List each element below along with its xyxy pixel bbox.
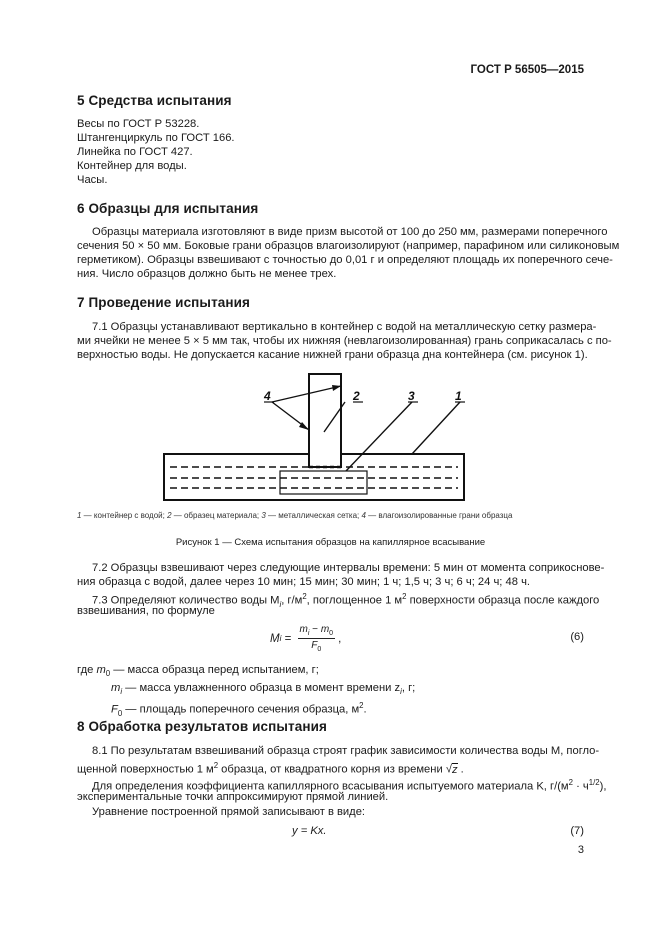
figure-label-3: 3 bbox=[408, 389, 415, 403]
sec5-item: Часы. bbox=[77, 174, 108, 186]
sec6-line: герметиком). Образцы взвешивают с точностью до 0,01 г и определяют площадь их поперечного сече- bbox=[77, 254, 613, 266]
p82-line: Для определения коэффициента капиллярного всасывания испытуемого материала K, $г/(м^2 \cdot ч^{1/2})$, bbox=[92, 778, 607, 793]
metal-mesh bbox=[280, 471, 367, 494]
p73-line: взвешивания, по формуле bbox=[77, 605, 215, 617]
figure-label-4: 4 bbox=[264, 389, 271, 403]
formula-6: M i = $\frac{m_i - m_0}{F_0}$ , bbox=[270, 624, 342, 653]
equation-number-6: (6) bbox=[570, 631, 584, 643]
document-header: ГОСТ Р 56505—2015 bbox=[470, 64, 584, 76]
legend-text: — металлическая сетка; bbox=[265, 511, 362, 520]
figure-label-1: 1 bbox=[455, 389, 462, 403]
p72-line: ния образца с водой, далее через 10 мин; 15 мин; 30 мин; 1 ч; 1,5 ч; 3 ч; 6 ч; 24 ч; 48 ч. bbox=[77, 576, 531, 588]
section-7-title: 7 Проведение испытания bbox=[77, 295, 251, 310]
sec5-item: Штангенциркуль по ГОСТ 166. bbox=[77, 132, 235, 144]
section-6-title: 6 Образцы для испытания bbox=[77, 201, 259, 216]
p82-line: экспериментальные точки аппроксимируют прямой линией. bbox=[77, 791, 389, 803]
legend-num: 3 bbox=[261, 511, 266, 520]
figure-label-2: 2 bbox=[353, 389, 360, 403]
p73-line: 7.3 Определяют количество воды $M_i$, $г/м^2$, поглощенное 1 $м^2$ поверхности образца после каждого bbox=[92, 592, 600, 609]
definition-m0: где $m_0$ — масса образца перед испытанием, г; bbox=[77, 664, 319, 679]
sqrt-z: √z bbox=[445, 763, 458, 776]
leader-line-3 bbox=[346, 402, 412, 471]
equation-7: y = Kx. bbox=[292, 825, 327, 837]
leader-line-1 bbox=[412, 402, 460, 454]
p83-line: Уравнение построенной прямой записывают в виде: bbox=[92, 806, 366, 818]
definition-mi: $m_i$ — масса увлажненного образца в момент времени $z_i$, г; bbox=[111, 682, 416, 697]
sec5-item: Весы по ГОСТ Р 53228. bbox=[77, 118, 200, 130]
figure-1-diagram bbox=[150, 368, 480, 508]
figure-title: Рисунок 1 — Схема испытания образцов на капиллярное всасывание bbox=[175, 537, 486, 548]
p72-line: 7.2 Образцы взвешивают через следующие интервалы времени: 5 мин от момента соприкоснове- bbox=[92, 562, 605, 574]
p81-line: щенной поверхностью 1 $м^2$ образца, от квадратного корня из времени √z . bbox=[77, 761, 464, 776]
formula-definitions bbox=[77, 663, 415, 721]
p71-line: 7.1 Образцы устанавливают вертикально в контейнер с водой на металлическую сетку размера- bbox=[92, 321, 597, 333]
figure-legend bbox=[77, 511, 584, 520]
sec5-item: Контейнер для воды. bbox=[77, 160, 187, 172]
p71-line: верхностью воды. Не допускается касание нижней грани образца дна контейнера (см. рисунок 1). bbox=[77, 349, 588, 361]
p71-line: ми ячейки не менее 5 × 5 мм так, чтобы их нижняя (невлагоизолированная) грань соприкасалась с по- bbox=[77, 335, 612, 347]
legend-num: 4 bbox=[361, 511, 366, 520]
p81-line: 8.1 По результатам взвешиваний образца строят график зависимости количества воды M, погло- bbox=[92, 745, 600, 757]
legend-num: 2 bbox=[167, 511, 172, 520]
legend-text: — контейнер с водой; bbox=[81, 511, 168, 520]
legend-text: — образец материала; bbox=[171, 511, 262, 520]
definition-f0: $F_0$ — площадь поперечного сечения образца, $м^2$. bbox=[111, 701, 367, 719]
legend-num: 1 bbox=[77, 511, 82, 520]
sec6-line: ния. Число образцов должно быть не менее трех. bbox=[77, 268, 337, 280]
section-8-title: 8 Обработка результатов испытания bbox=[77, 719, 327, 734]
equation-number-7: (7) bbox=[570, 825, 584, 837]
section-5-title: 5 Средства испытания bbox=[77, 93, 232, 108]
sec6-line: Образцы материала изготовляют в виде призм высотой от 100 до 250 мм, размерами поперечного bbox=[92, 226, 608, 238]
fraction: $\frac{m_i - m_0}{F_0}$ bbox=[299, 624, 334, 653]
legend-text: — влагоизолированные грани образца bbox=[365, 511, 513, 520]
page-number: 3 bbox=[577, 844, 584, 856]
sec6-line: сечения 50 × 50 мм. Боковые грани образцов влагоизолируют (например, парафином или силиконовым bbox=[77, 240, 620, 252]
sec5-item: Линейка по ГОСТ 427. bbox=[77, 146, 193, 158]
